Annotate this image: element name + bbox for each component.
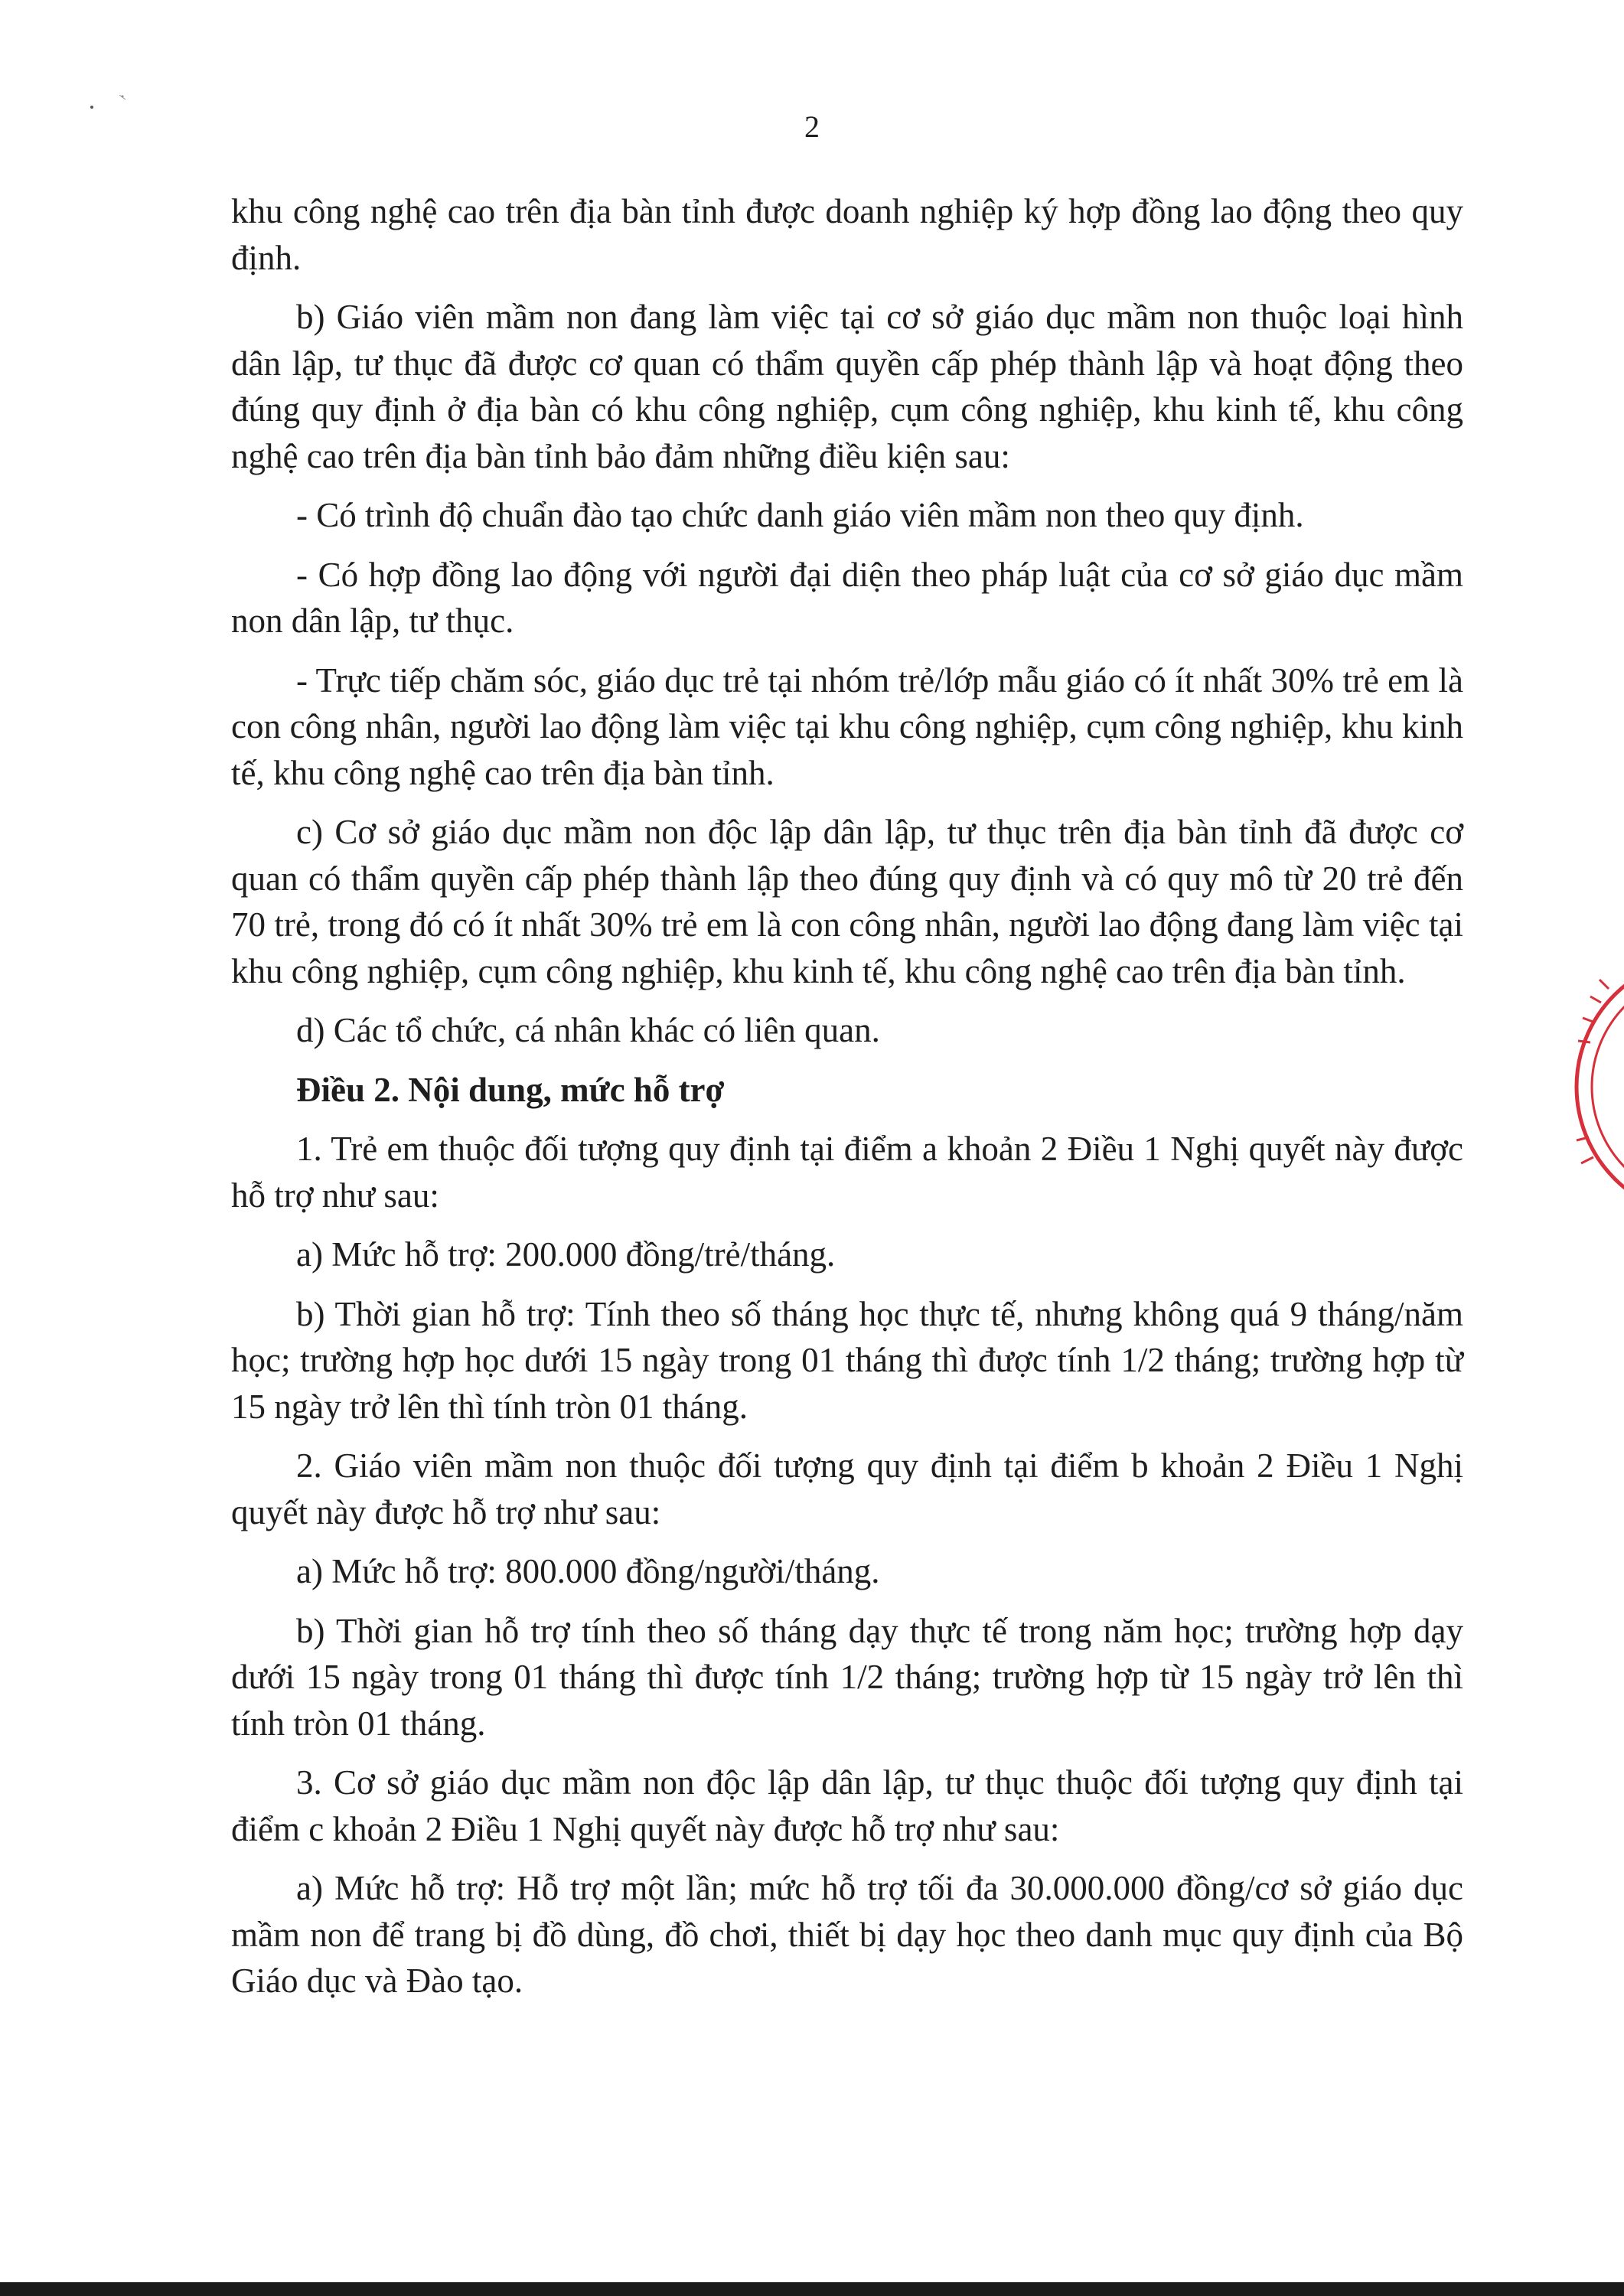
page-number: 2 <box>804 109 820 144</box>
paragraph: 3. Cơ sở giáo dục mầm non độc lập dân lập, tư thục thuộc đối tượng quy định tại điểm c khoản 2 Điều 1 Nghị quyết này được hỗ trợ như sau: <box>231 1763 1463 1848</box>
list-item: - Trực tiếp chăm sóc, giáo dục trẻ tại nhóm trẻ/lớp mẫu giáo có ít nhất 30% trẻ em là con công nhân, người lao động làm việc tại khu công nghiệp, cụm công nghiệp, khu kinh tế, khu công nghệ cao trên địa bàn tỉnh. <box>231 660 1463 792</box>
paragraph: b) Giáo viên mầm non đang làm việc tại cơ sở giáo dục mầm non thuộc loại hình dân lập, tư thục đã được cơ quan có thẩm quyền cấp phép thành lập và hoạt động theo đúng quy định ở địa bàn có khu công nghiệp, cụm công nghiệp, khu kinh tế, khu công nghệ cao trên địa bàn tỉnh bảo đảm những điều kiện sau: <box>231 298 1463 475</box>
paragraph: 1. Trẻ em thuộc đối tượng quy định tại điểm a khoản 2 Điều 1 Nghị quyết này được hỗ trợ như sau: <box>231 1130 1463 1215</box>
paragraph: a) Mức hỗ trợ: 200.000 đồng/trẻ/tháng. <box>296 1235 836 1274</box>
section-heading: Điều 2. Nội dung, mức hỗ trợ <box>296 1070 725 1109</box>
paragraph: a) Mức hỗ trợ: Hỗ trợ một lần; mức hỗ trợ tối đa 30.000.000 đồng/cơ sở giáo dục mầm non để trang bị đồ dùng, đồ chơi, thiết bị dạy học theo danh mục quy định của Bộ Giáo dục và Đào tạo. <box>231 1869 1463 2000</box>
list-item: - Có hợp đồng lao động với người đại diện theo pháp luật của cơ sở giáo dục mầm non dân lập, tư thục. <box>231 555 1463 640</box>
list-item: - Có trình độ chuẩn đào tạo chức danh giáo viên mầm non theo quy định. <box>296 496 1304 534</box>
paragraph: a) Mức hỗ trợ: 800.000 đồng/người/tháng. <box>296 1552 880 1590</box>
paragraph: b) Thời gian hỗ trợ: Tính theo số tháng học thực tế, nhưng không quá 9 tháng/năm học; trường hợp học dưới 15 ngày trong 01 tháng thì được tính 1/2 tháng; trường hợp từ 15 ngày trở lên thì tính tròn 01 tháng. <box>231 1294 1463 1426</box>
document-body <box>231 188 1463 2017</box>
paragraph: 2. Giáo viên mầm non thuộc đối tượng quy định tại điểm b khoản 2 Điều 1 Nghị quyết này được hỗ trợ như sau: <box>231 1446 1463 1531</box>
scan-bottom-edge <box>0 2282 1624 2296</box>
paragraph: khu công nghệ cao trên địa bàn tỉnh được doanh nghiệp ký hợp đồng lao động theo quy định. <box>231 192 1463 277</box>
paragraph: b) Thời gian hỗ trợ tính theo số tháng dạy thực tế trong năm học; trường hợp dạy dưới 15 ngày trong 01 tháng thì được tính 1/2 tháng; trường hợp từ 15 ngày trở lên thì tính tròn 01 tháng. <box>231 1611 1463 1743</box>
red-seal-stamp <box>1554 949 1624 1225</box>
paragraph: d) Các tổ chức, cá nhân khác có liên quan. <box>296 1011 880 1049</box>
paragraph: c) Cơ sở giáo dục mầm non độc lập dân lập, tư thục trên địa bàn tỉnh đã được cơ quan có thẩm quyền cấp phép thành lập theo đúng quy định và có quy mô từ 20 trẻ đến 70 trẻ, trong đó có ít nhất 30% trẻ em là con công nhân, người lao động đang làm việc tại khu công nghiệp, cụm công nghiệp, khu kinh tế, khu công nghệ cao trên địa bàn tỉnh. <box>231 813 1463 990</box>
